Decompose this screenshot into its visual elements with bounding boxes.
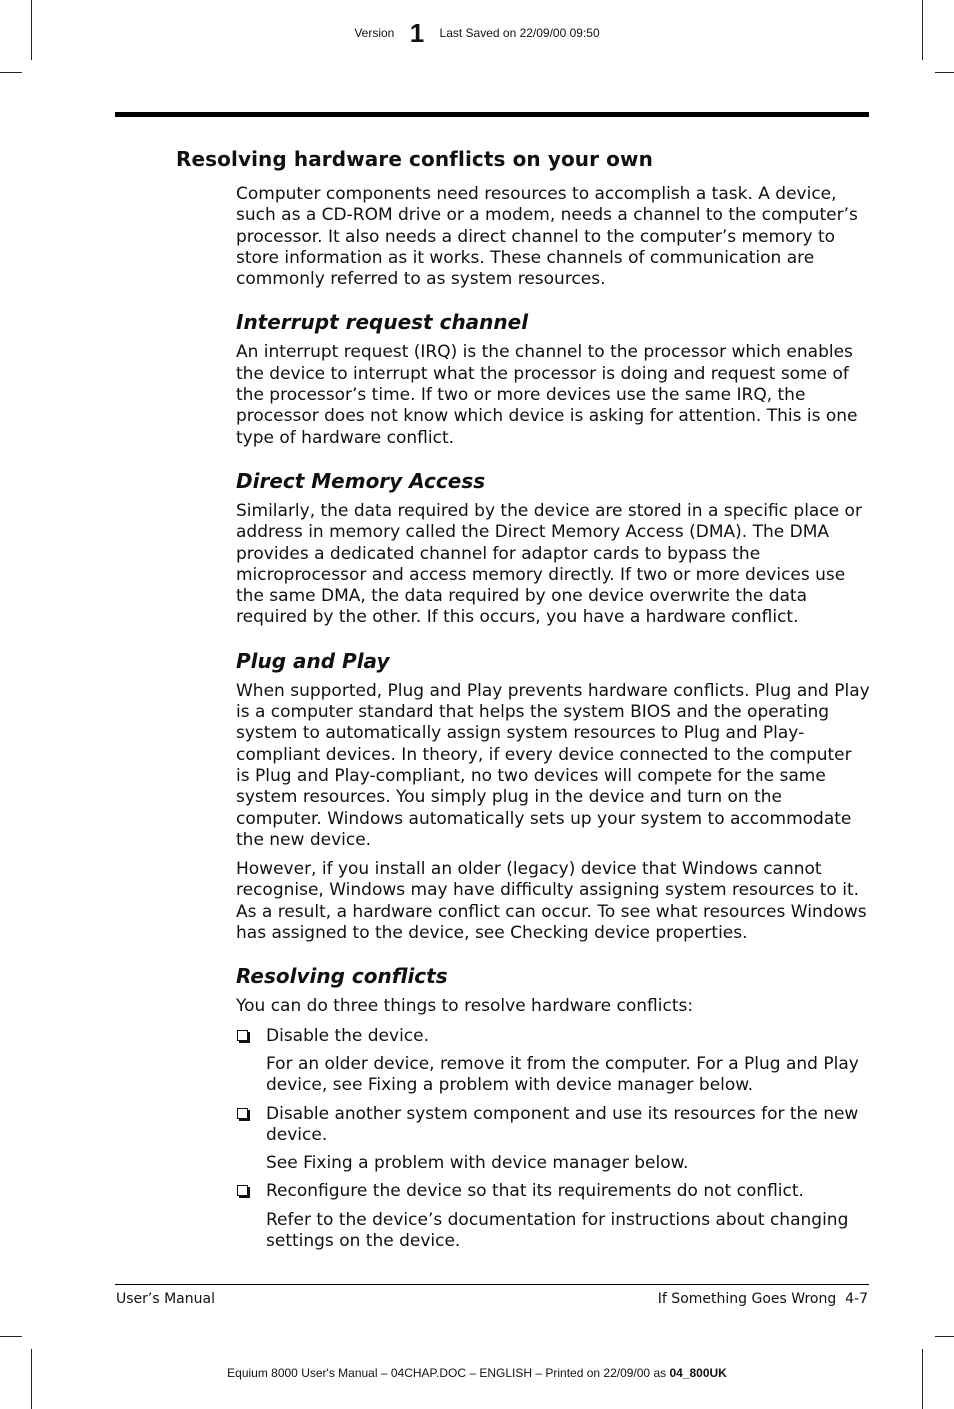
footer-rule [115,1284,869,1285]
header-rule [115,112,869,117]
resolving-heading: Resolving conflicts [236,964,448,989]
list-item-detail: See Fixing a problem with device manager below. [266,1153,689,1174]
irq-heading: Interrupt request channel [236,310,529,335]
resolving-intro: You can do three things to resolve hardware conflicts: [236,996,694,1017]
pnp-paragraph-2: However, if you install an older (legacy) device that Windows cannot recognise, Windows may have difficulty assigning system resources to it. As a result, a hardware conflict can occur. To see what resources Windows has assigned to the device, see Checking device properties. [236,859,867,944]
version-label: Version [354,26,395,40]
pnp-heading: Plug and Play [236,648,390,673]
footer-chapter-page: If Something Goes Wrong 4-7 [657,1291,868,1307]
checkbox-bullet-icon [237,1108,248,1119]
version-number: 1 [409,18,425,48]
list-item-label: Disable the device. [266,1025,430,1046]
crop-mark [0,1336,22,1337]
version-header [0,18,954,49]
checkbox-bullet-icon [237,1185,248,1196]
dma-heading: Direct Memory Access [236,468,486,493]
footer-manual-title: User’s Manual [116,1291,215,1307]
irq-paragraph: An interrupt request (IRQ) is the channel to the processor which enables the device to interrupt what the processor is doing and request some of the processor’s time. If two or more devices use the same IRQ, the processor does not know which device is asking for attention. This is one type of hardware conflict. [236,342,858,448]
list-item-detail: Refer to the device’s documentation for instructions about changing settings on the device. [266,1209,849,1251]
print-info-text: Equium 8000 User's Manual – 04CHAP.DOC – ENGLISH – Printed on 22/09/00 as [227,1366,667,1380]
checkbox-bullet-icon [237,1030,248,1041]
pnp-paragraph-1: When supported, Plug and Play prevents hardware conflicts. Plug and Play is a computer standard that helps the system BIOS and the operating system to automatically assign system resources to Plug and Play-compliant devices. In theory, if every device connected to the computer is Plug and Play-compliant, no two devices will compete for the same system resources. You simply plug in the device and turn on the computer. Windows automatically sets up your system to accommodate the new device. [236,680,870,850]
list-item [236,1026,870,1047]
last-saved: Last Saved on 22/09/00 09:50 [439,26,600,40]
intro-paragraph: Computer components need resources to accomplish a task. A device, such as a CD-ROM drive or a modem, needs a channel to the computer’s processor. It also needs a direct channel to the computer’s memory to store information as it works. These channels of communication are commonly referred to as system resources. [236,184,858,290]
section-title: Resolving hardware conflicts on your own [176,147,653,171]
dma-paragraph: Similarly, the data required by the device are stored in a specific place or address in memory called the Direct Memory Access (DMA). The DMA provides a dedicated channel for adaptor cards to bypass the microprocessor and access memory directly. If two or more devices use the same DMA, the data required by one device overwrite the data required by the other. If this occurs, you have a hardware conflict. [236,500,862,628]
list-item-label: Reconfigure the device so that its requirements do not conflict. [266,1181,804,1202]
list-item-label: Disable another system component and use its resources for the new device. [266,1103,859,1145]
crop-mark [0,72,22,73]
list-item [236,1181,870,1202]
list-item [236,1104,870,1147]
print-info [0,1366,954,1380]
print-code: 04_800UK [669,1366,727,1380]
list-item-detail: For an older device, remove it from the computer. For a Plug and Play device, see Fixing a problem with device manager below. [266,1053,859,1096]
crop-mark [935,72,954,73]
page-body [236,184,870,1259]
crop-mark [935,1336,954,1337]
